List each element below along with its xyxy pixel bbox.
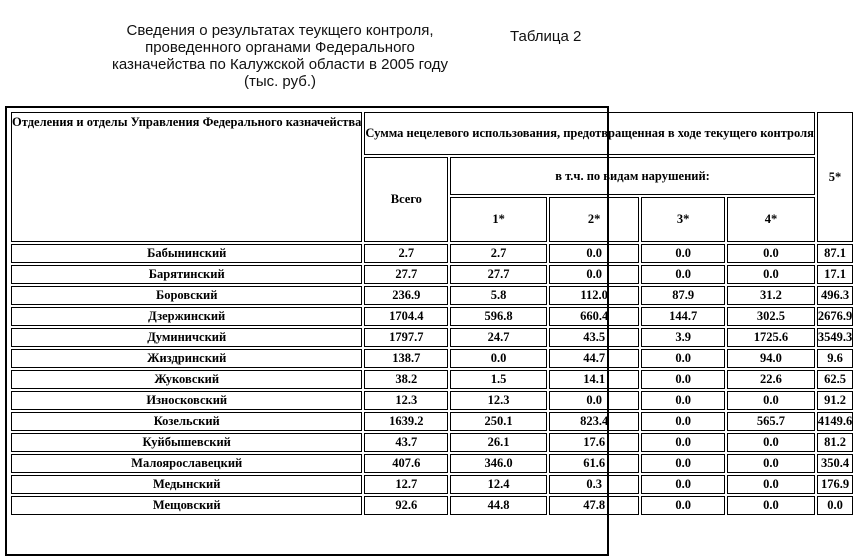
value-kind-4: 22.6: [727, 370, 815, 389]
value-total: 1704.4: [364, 307, 448, 326]
table-row: [11, 307, 853, 326]
department-name: Малоярославецкий: [11, 454, 362, 473]
table-row: [11, 412, 853, 431]
department-name: Боровский: [11, 286, 362, 305]
value-kind-4: 302.5: [727, 307, 815, 326]
value-kind-2: 112.0: [549, 286, 639, 305]
value-kind-2: 43.5: [549, 328, 639, 347]
value-kind-3: 0.0: [641, 475, 725, 494]
caption-line-1: Сведения о результатах теукщего контроля,: [126, 22, 434, 39]
value-col-5: 87.1: [817, 244, 853, 263]
value-total: 1797.7: [364, 328, 448, 347]
value-kind-3: 0.0: [641, 265, 725, 284]
value-col-5: 350.4: [817, 454, 853, 473]
table-row: [11, 433, 853, 452]
value-kind-2: 17.6: [549, 433, 639, 452]
value-kind-4: 0.0: [727, 475, 815, 494]
caption-line-2: проведенного органами Федерального: [145, 39, 415, 56]
value-total: 407.6: [364, 454, 448, 473]
value-kind-3: 0.0: [641, 244, 725, 263]
value-kind-3: 3.9: [641, 328, 725, 347]
header-kind-1: 1*: [450, 197, 547, 242]
value-kind-2: 0.3: [549, 475, 639, 494]
value-kind-4: 0.0: [727, 244, 815, 263]
value-kind-2: 14.1: [549, 370, 639, 389]
header-total: Всего: [364, 157, 448, 242]
value-col-5: 62.5: [817, 370, 853, 389]
value-kind-1: 0.0: [450, 349, 547, 368]
department-name: Бабынинский: [11, 244, 362, 263]
header-col-5: 5*: [817, 112, 853, 242]
value-total: 138.7: [364, 349, 448, 368]
value-total: 1639.2: [364, 412, 448, 431]
department-name: Думиничский: [11, 328, 362, 347]
value-kind-4: 0.0: [727, 454, 815, 473]
department-name: Барятинский: [11, 265, 362, 284]
value-kind-3: 0.0: [641, 391, 725, 410]
value-kind-2: 47.8: [549, 496, 639, 515]
value-kind-1: 12.3: [450, 391, 547, 410]
value-kind-4: 31.2: [727, 286, 815, 305]
table-row: [11, 286, 853, 305]
table-row: [11, 244, 853, 263]
value-kind-1: 27.7: [450, 265, 547, 284]
value-kind-3: 144.7: [641, 307, 725, 326]
value-col-5: 0.0: [817, 496, 853, 515]
value-kind-4: 1725.6: [727, 328, 815, 347]
value-total: 27.7: [364, 265, 448, 284]
value-total: 2.7: [364, 244, 448, 263]
value-total: 12.3: [364, 391, 448, 410]
value-col-5: 176.9: [817, 475, 853, 494]
value-kind-4: 94.0: [727, 349, 815, 368]
value-kind-1: 346.0: [450, 454, 547, 473]
value-kind-3: 0.0: [641, 370, 725, 389]
value-col-5: 4149.6: [817, 412, 853, 431]
department-name: Жуковский: [11, 370, 362, 389]
department-name: Износковский: [11, 391, 362, 410]
table-row: [11, 496, 853, 515]
header-kind-3: 3*: [641, 197, 725, 242]
department-name: Жиздринский: [11, 349, 362, 368]
table-row: [11, 328, 853, 347]
value-kind-2: 823.4: [549, 412, 639, 431]
value-col-5: 81.2: [817, 433, 853, 452]
table-row: [11, 454, 853, 473]
table-row: [11, 391, 853, 410]
table-body: [11, 244, 853, 515]
value-kind-4: 0.0: [727, 265, 815, 284]
value-kind-2: 0.0: [549, 391, 639, 410]
value-kind-2: 0.0: [549, 244, 639, 263]
value-kind-4: 0.0: [727, 496, 815, 515]
value-col-5: 17.1: [817, 265, 853, 284]
table-row: [11, 475, 853, 494]
value-total: 43.7: [364, 433, 448, 452]
value-kind-3: 0.0: [641, 454, 725, 473]
value-kind-3: 0.0: [641, 496, 725, 515]
department-name: Дзержинский: [11, 307, 362, 326]
value-kind-2: 61.6: [549, 454, 639, 473]
value-kind-2: 44.7: [549, 349, 639, 368]
value-kind-4: 0.0: [727, 433, 815, 452]
department-name: Козельский: [11, 412, 362, 431]
value-kind-3: 0.0: [641, 433, 725, 452]
value-total: 38.2: [364, 370, 448, 389]
value-kind-1: 5.8: [450, 286, 547, 305]
value-kind-3: 0.0: [641, 412, 725, 431]
value-kind-2: 660.4: [549, 307, 639, 326]
results-table: [9, 110, 855, 517]
value-col-5: 91.2: [817, 391, 853, 410]
table-caption: [80, 22, 480, 90]
department-name: Медынский: [11, 475, 362, 494]
table-row: [11, 370, 853, 389]
value-kind-1: 12.4: [450, 475, 547, 494]
caption-line-4: (тыс. руб.): [243, 73, 317, 90]
value-total: 92.6: [364, 496, 448, 515]
value-col-5: 9.6: [817, 349, 853, 368]
table-row: [11, 349, 853, 368]
value-kind-1: 596.8: [450, 307, 547, 326]
header-by-kind: в т.ч. по видам нарушений:: [450, 157, 815, 195]
value-total: 12.7: [364, 475, 448, 494]
value-col-5: 496.3: [817, 286, 853, 305]
value-kind-3: 0.0: [641, 349, 725, 368]
value-kind-1: 2.7: [450, 244, 547, 263]
table-number: Таблица 2: [510, 28, 582, 45]
table-row: [11, 265, 853, 284]
value-kind-3: 87.9: [641, 286, 725, 305]
value-kind-1: 26.1: [450, 433, 547, 452]
value-kind-4: 0.0: [727, 391, 815, 410]
department-name: Мещовский: [11, 496, 362, 515]
value-kind-1: 44.8: [450, 496, 547, 515]
caption-line-3: казначейства по Калужской области в 2005 году: [111, 56, 449, 73]
header-kind-4: 4*: [727, 197, 815, 242]
header-departments: Отделения и отделы Управления Федерального казначейства: [11, 112, 362, 242]
header-kind-2: 2*: [549, 197, 639, 242]
value-kind-2: 0.0: [549, 265, 639, 284]
value-total: 236.9: [364, 286, 448, 305]
header-sum: Сумма нецелевого использования, предотвращенная в ходе текущего контроля: [364, 112, 814, 155]
value-col-5: 2676.9: [817, 307, 853, 326]
department-name: Куйбышевский: [11, 433, 362, 452]
value-kind-4: 565.7: [727, 412, 815, 431]
value-kind-1: 250.1: [450, 412, 547, 431]
value-kind-1: 1.5: [450, 370, 547, 389]
value-col-5: 3549.3: [817, 328, 853, 347]
value-kind-1: 24.7: [450, 328, 547, 347]
